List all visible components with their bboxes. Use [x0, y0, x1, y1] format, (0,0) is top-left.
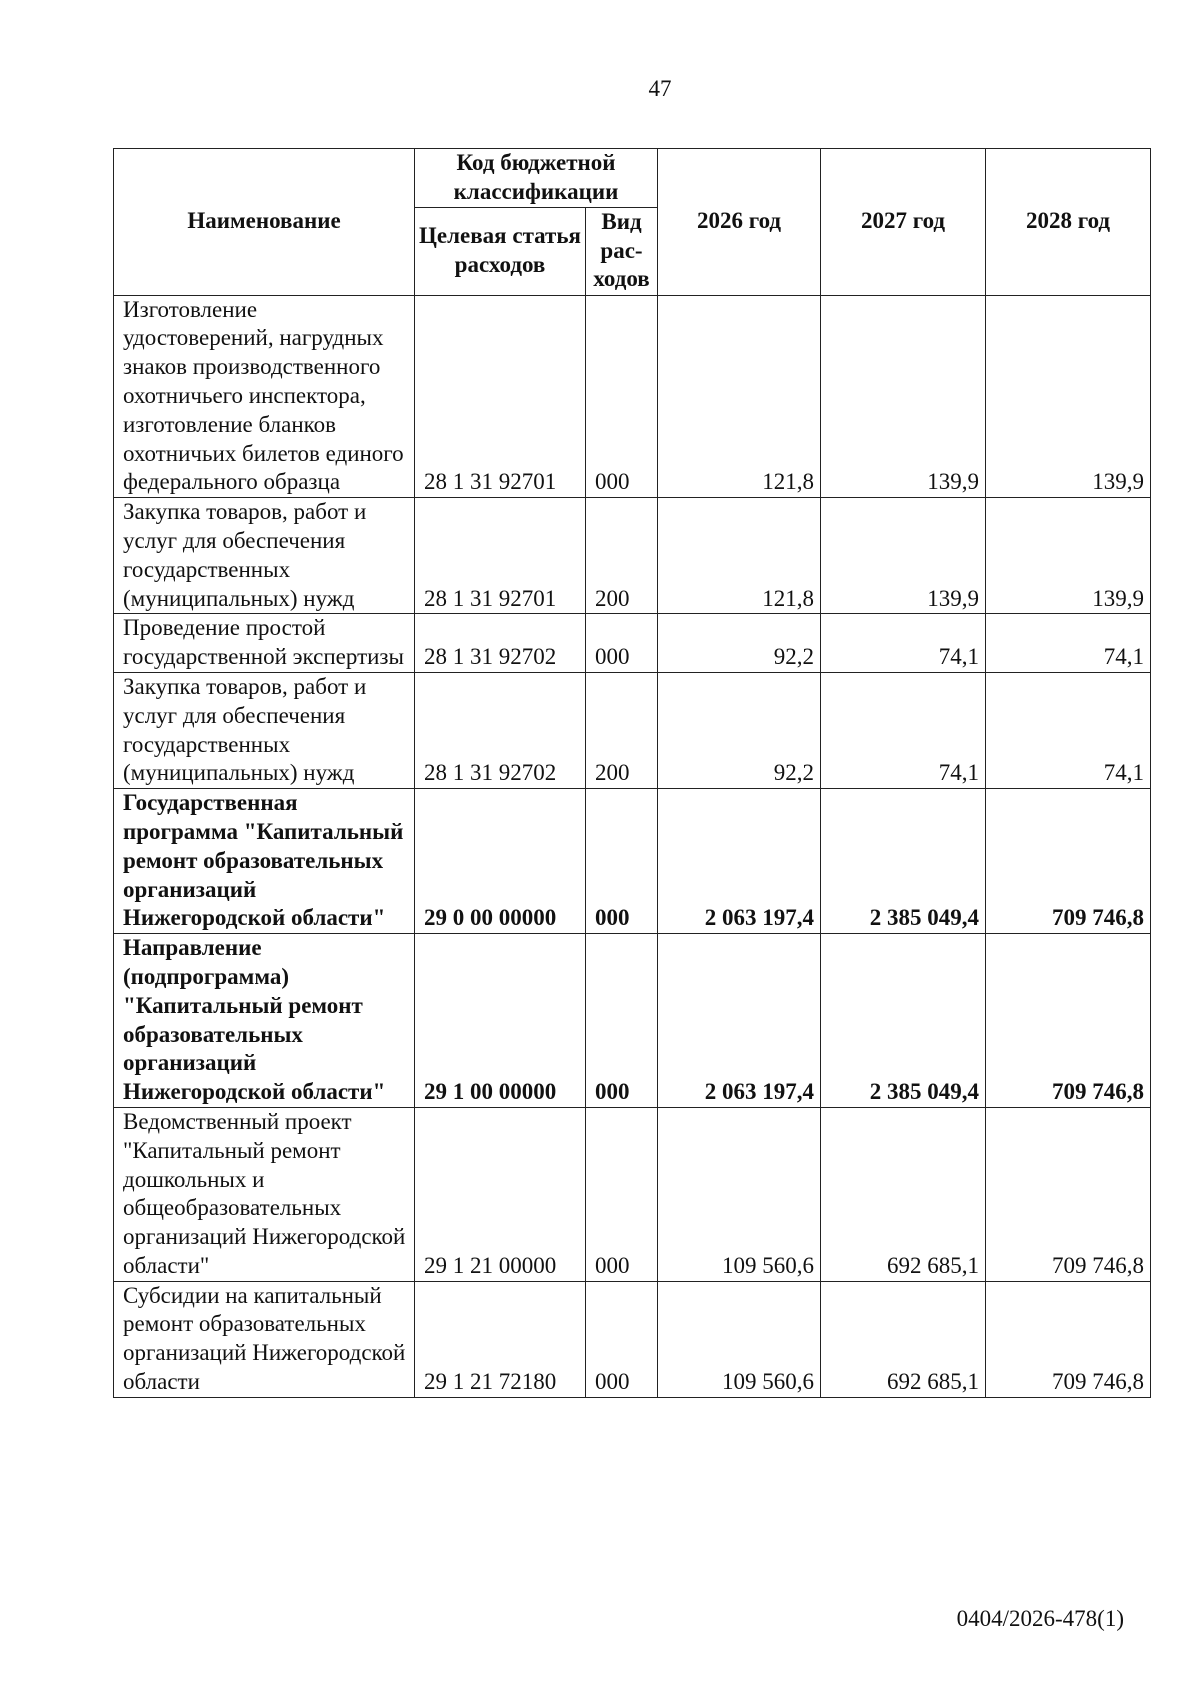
row-target-article: 28 1 31 92702: [415, 614, 586, 673]
table-header: [114, 149, 1151, 296]
row-value-2028: 709 746,8: [986, 934, 1151, 1108]
row-name: Направление (подпрограмма) "Капитальный ремонт образовательных организаций Нижегородской области": [114, 934, 415, 1108]
row-value-2026: 121,8: [658, 295, 821, 498]
row-name: Закупка товаров, работ и услуг для обеспечения государственных (муниципальных) нужд: [114, 498, 415, 614]
header-expense-type: Вид рас-ходов: [586, 207, 658, 295]
row-value-2027: 139,9: [821, 498, 986, 614]
row-value-2027: 74,1: [821, 672, 986, 788]
row-value-2027: 74,1: [821, 614, 986, 673]
row-value-2028: 139,9: [986, 498, 1151, 614]
row-target-article: 28 1 31 92702: [415, 672, 586, 788]
row-value-2026: 121,8: [658, 498, 821, 614]
table-row: [114, 934, 1151, 1108]
table-body: [114, 295, 1151, 1397]
row-value-2027: 692 685,1: [821, 1107, 986, 1281]
row-value-2026: 109 560,6: [658, 1107, 821, 1281]
row-target-article: 29 0 00 00000: [415, 789, 586, 934]
row-value-2028: 709 746,8: [986, 789, 1151, 934]
row-value-2026: 2 063 197,4: [658, 934, 821, 1108]
row-expense-type: 000: [586, 1281, 658, 1397]
table-row: [114, 295, 1151, 498]
budget-table: [113, 148, 1151, 1398]
row-name: Проведение простой государственной экспертизы: [114, 614, 415, 673]
row-value-2028: 709 746,8: [986, 1281, 1151, 1397]
header-2028: 2028 год: [986, 149, 1151, 296]
table-row: [114, 498, 1151, 614]
header-name: Наименование: [114, 149, 415, 296]
header-code-group: Код бюджетной классификации: [415, 149, 658, 208]
table-row: [114, 614, 1151, 673]
row-target-article: 29 1 00 00000: [415, 934, 586, 1108]
header-2026: 2026 год: [658, 149, 821, 296]
table-row: [114, 1281, 1151, 1397]
row-name: Субсидии на капитальный ремонт образовательных организаций Нижегородской области: [114, 1281, 415, 1397]
row-expense-type: 000: [586, 614, 658, 673]
row-value-2026: 2 063 197,4: [658, 789, 821, 934]
row-target-article: 29 1 21 72180: [415, 1281, 586, 1397]
row-name: Изготовление удостоверений, нагрудных знаков производственного охотничьего инспектора, изготовление бланков охотничьих билетов единого федерального образца: [114, 295, 415, 498]
row-value-2027: 2 385 049,4: [821, 934, 986, 1108]
row-value-2028: 74,1: [986, 614, 1151, 673]
row-value-2026: 92,2: [658, 672, 821, 788]
row-value-2026: 92,2: [658, 614, 821, 673]
row-value-2027: 692 685,1: [821, 1281, 986, 1397]
row-expense-type: 000: [586, 295, 658, 498]
row-expense-type: 000: [586, 789, 658, 934]
table-row: [114, 789, 1151, 934]
row-target-article: 28 1 31 92701: [415, 295, 586, 498]
row-value-2028: 74,1: [986, 672, 1151, 788]
row-expense-type: 200: [586, 672, 658, 788]
row-expense-type: 000: [586, 934, 658, 1108]
row-value-2028: 139,9: [986, 295, 1151, 498]
row-name: Закупка товаров, работ и услуг для обеспечения государственных (муниципальных) нужд: [114, 672, 415, 788]
row-expense-type: 200: [586, 498, 658, 614]
row-value-2027: 139,9: [821, 295, 986, 498]
table-row: [114, 1107, 1151, 1281]
header-2027: 2027 год: [821, 149, 986, 296]
row-target-article: 28 1 31 92701: [415, 498, 586, 614]
row-value-2026: 109 560,6: [658, 1281, 821, 1397]
table-row: [114, 672, 1151, 788]
row-value-2027: 2 385 049,4: [821, 789, 986, 934]
row-name: Ведомственный проект "Капитальный ремонт дошкольных и общеобразовательных организаций Нижегородской области": [114, 1107, 415, 1281]
row-value-2028: 709 746,8: [986, 1107, 1151, 1281]
header-target-article: Целевая статья расходов: [415, 207, 586, 295]
row-expense-type: 000: [586, 1107, 658, 1281]
document-code: 0404/2026-478(1): [956, 1606, 1124, 1631]
row-name: Государственная программа "Капитальный ремонт образовательных организаций Нижегородской области": [114, 789, 415, 934]
page-number: 47: [648, 76, 672, 101]
row-target-article: 29 1 21 00000: [415, 1107, 586, 1281]
